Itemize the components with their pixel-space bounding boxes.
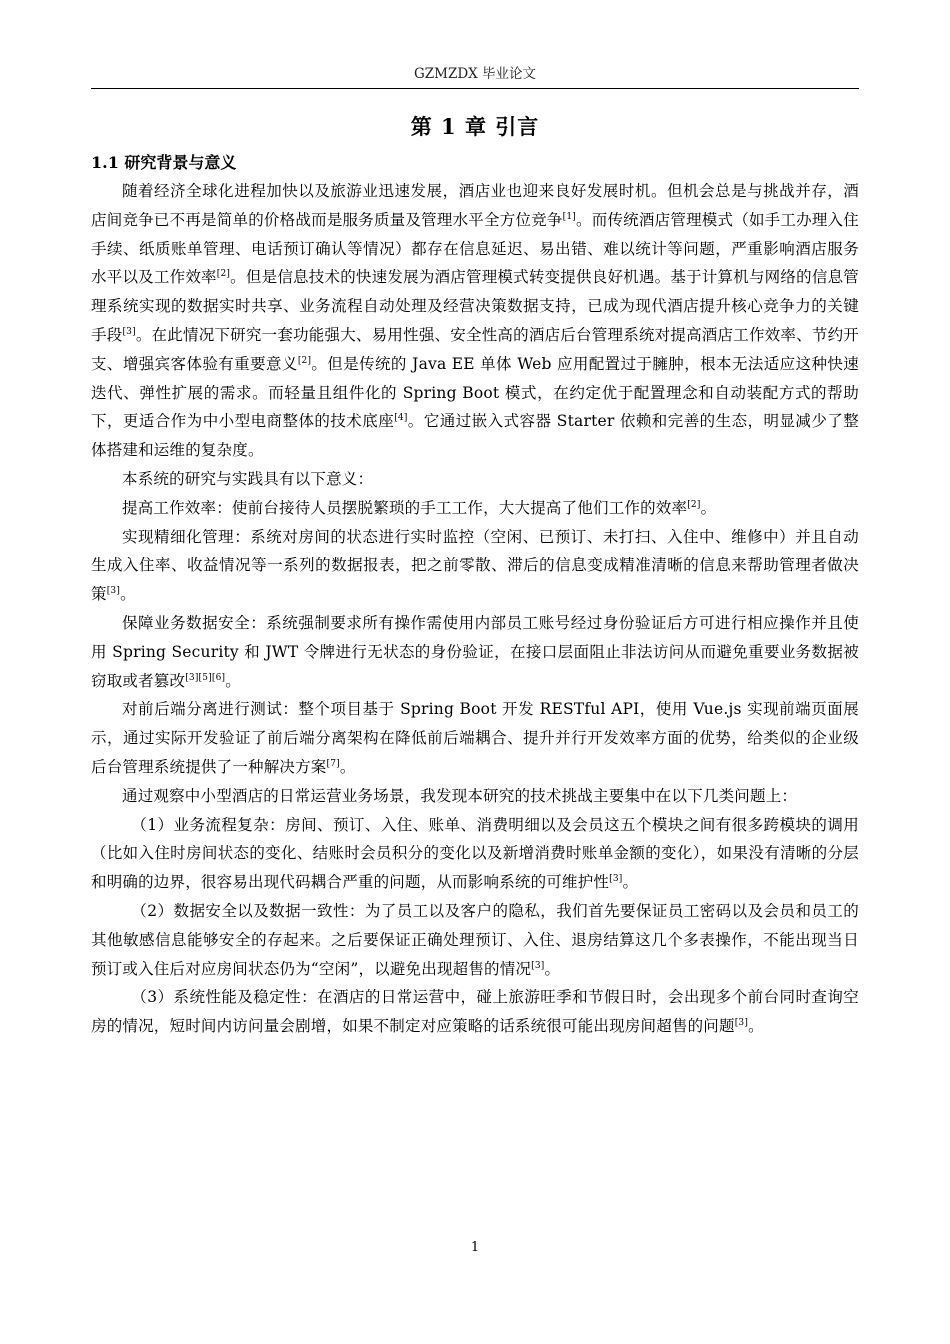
citation-ref: [7] — [326, 758, 340, 769]
text-run: （1）业务流程复杂：房间、预订、入住、账单、消费明细以及会员这五个模块之间有很多跨模块的调用（比如入住时房间状态的变化、结账时会员积分的变化以及新增消费时账单金额的变化），如果没有清晰的分层和明确的边界，很容易出现代码耦合严重的问题，从而影响系统的可维护性 — [91, 815, 859, 892]
citation-ref: [4] — [394, 413, 408, 424]
text-run: 。 — [700, 498, 717, 517]
citation-ref: [3] — [734, 1018, 749, 1029]
citation-ref: [3] — [609, 874, 623, 885]
section-title: 1.1 研究背景与意义 — [91, 153, 237, 172]
citation-ref: [3][5][6] — [185, 672, 226, 683]
body-text — [91, 177, 859, 1041]
paragraph-p4 — [91, 523, 859, 609]
header-rule — [91, 88, 859, 89]
paragraph-p3 — [91, 494, 859, 523]
text-run: 。它通过嵌入式容器 Starter 依赖和完善的生态，明显减少了整体搭建和运维的复杂度。 — [91, 412, 859, 460]
text-run: 通过观察中小型酒店的日常运营业务场景，我发现本研究的技术挑战主要集中在以下几类问题上： — [122, 786, 798, 805]
text-run: 。 — [748, 1017, 764, 1036]
text-run: 本系统的研究与实践具有以下意义： — [122, 469, 374, 488]
citation-ref: [3] — [122, 326, 136, 337]
text-run: 保障业务数据安全：系统强制要求所有操作需使用内部员工账号经过身份验证后方可进行相应操作并且使用 Spring Security 和 JWT 令牌进行无状态的身份验证，在接口层面阻止非法访问从而避免重要业务数据被窃取或者篡改 — [91, 613, 859, 690]
citation-ref: [3] — [531, 960, 545, 971]
running-header: GZMZDX 毕业论文 — [413, 66, 537, 82]
text-run: （2）数据安全以及数据一致性：为了员工以及客户的隐私，我们首先要保证员工密码以及会员和员工的其他敏感信息能够安全的存起来。之后要保证正确处理预订、入住、退房结算这几个多表操作，不能出现当日预订或入住后对应房间状态仍为“空闲”，以避免出现超售的情况 — [91, 901, 859, 978]
text-run: 提高工作效率：使前台接待人员摆脱繁琐的手工工作，大大提高了他们工作的效率 — [122, 498, 688, 517]
text-run: 。但是信息技术的快速发展为酒店管理模式转变提供良好机遇。基于计算机与网络的信息管理系统实现的数据实时共享、业务流程自动处理及经营决策数据支持，已成为现代酒店提升核心竞争力的关键手段 — [91, 268, 859, 344]
chapter-title: 第 1 章 引言 — [410, 114, 540, 139]
text-run: 。但是传统的 Java EE 单体 Web 应用配置过于臃肿，根本无法适应这种快速迭代、弹性扩展的需求。而轻量且组件化的 Spring Boot 模式，在约定优于配置理念和自动装配方式的帮助下，更适合作为中小型电商整体的技术底座 — [91, 354, 859, 431]
text-run: 随着经济全球化进程加快以及旅游业迅速发展，酒店业也迎来良好发展时机。但机会总是与挑战并存，酒店间竞争已不再是简单的价格战而是服务质量及管理水平全方位竞争 — [91, 182, 859, 229]
paragraph-p5 — [91, 609, 859, 695]
citation-ref: [2] — [687, 499, 701, 510]
citation-ref: [2] — [216, 269, 231, 280]
citation-ref: [2] — [297, 355, 312, 366]
paragraph-p8 — [91, 811, 859, 897]
paragraph-p10 — [91, 983, 859, 1041]
text-run: 实现精细化管理：系统对房间的状态进行实时监控（空闲、已预订、未打扫、入住中、维修中）并且自动生成入住率、收益情况等一系列的数据报表，把之前零散、滞后的信息变成精准清晰的信息来帮助管理者做决策 — [91, 527, 859, 604]
paragraph-p7 — [91, 782, 859, 811]
paragraph-p1 — [91, 177, 859, 465]
text-run: 对前后端分离进行测试：整个项目基于 Spring Boot 开发 RESTful API，使用 Vue.js 实现前端页面展示，通过实际开发验证了前后端分离架构在降低前后端耦合、提升并行开发效率方面的优势，给类似的企业级后台管理系统提供了一种解决方案 — [91, 700, 859, 776]
page-number: 1 — [470, 1240, 480, 1255]
text-run: 。在此情况下研究一套功能强大、易用性强、安全性高的酒店后台管理系统对提高酒店工作效率、节约开支、增强宾客体验有重要意义 — [91, 325, 859, 373]
text-run: 。 — [225, 671, 241, 690]
text-run: 。 — [544, 959, 561, 978]
citation-ref: [3] — [106, 586, 121, 597]
paragraph-p9 — [91, 897, 859, 983]
citation-ref: [1] — [562, 211, 576, 222]
text-run: 。 — [120, 585, 136, 604]
text-run: 。 — [339, 757, 356, 776]
text-run: 。而传统酒店管理模式（如手工办理入住手续、纸质账单管理、电话预订确认等情况）都存在信息延迟、易出错、难以统计等问题，严重影响酒店服务水平以及工作效率 — [91, 210, 859, 287]
text-run: 。 — [622, 873, 639, 892]
text-run: （3）系统性能及稳定性：在酒店的日常运营中，碰上旅游旺季和节假日时，会出现多个前台同时查询空房的情况，短时间内访问量会剧增，如果不制定对应策略的话系统很可能出现房间超售的问题 — [91, 988, 859, 1036]
paragraph-p6 — [91, 695, 859, 781]
paragraph-p2 — [91, 465, 859, 494]
